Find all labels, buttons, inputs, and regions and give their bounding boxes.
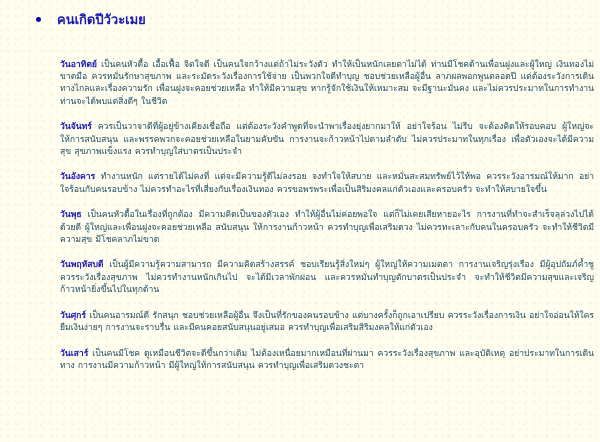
paragraph-text: เป็นคนอารมณ์ดี รักสนุก ชอบช่วยเหลือผู้อื่น จึงเป็นที่รักของคนรอบข้าง แต่บางครั้งก็ถูกเอาเปรียบ ควรระวังเรื่องการเงิน อย่าใจอ่อนให้ใครยืมเงินง่ายๆ การงานจะราบรื่น และมีคนคอยสนับสนุนอยู่เสมอ ควรทำบุญเพื่อเสริมสิริมงคลให้แก่ตัวเอง — [60, 310, 594, 334]
paragraph-text: เป็นคนหัวดื้อ เอื้อเฟื้อ จิตใจดี เป็นคนใจกว้างแต่ถ้าไม่ระวังตัว ทำให้เป็นหนักเลยตาไม่ได้ ท่านมีโชคด้านเพื่อนฝูงและผู้ใหญ่ เงินทองไม่ขาดมือ ควรหมั่นรักษาสุขภาพ และระมัดระวังเรื่องการใช้จ่าย เป็นพวกใจดีทำบุญ ชอบช่วยเหลือผู้อื่น ลาภผลพอกพูนตลอดปี แต่ต้องระวังการเดินทางไกลและเรื่องความรัก เพื่อนฝูงจะคอยช่วยเหลือ ทำให้มีความสุข หากรู้จักใช้เงินให้เหมาะสม จะมีฐานะมั่นคง และไม่ควรประมาทในการทำงาน ท่านจะได้พบแต่สิ่งดีๆ ในชีวิต — [60, 59, 594, 107]
day-label: วันอังคาร — [60, 172, 96, 183]
paragraph-friday — [60, 310, 594, 335]
paragraph-text: เป็นคนหัวดื้อในเรื่องที่ถูกต้อง มีความคิดเป็นของตัวเอง ทำให้ผู้อื่นไม่ค่อยพอใจ แต่ก็ไม่เคยเสียหายอะไร การงานที่ทำจะสำเร็จลุล่วงไปได้ด้วยดี ผู้ใหญ่และเพื่อนฝูงจะคอยช่วยเหลือ สนับสนุน ให้การงานก้าวหน้า ควรทำบุญเพื่อเสริมดวง ไม่ควรทะเลาะกับคนในครอบครัว จะทำให้ชีวิตมีความสุข มีโชคลาภไม่ขาด — [60, 210, 594, 246]
paragraph-text: ควรเป็นวาจาดีที่ผู้อยู่ข้างเคียงเชื่อถือ แต่ต้องระวังคำพูดที่จะนำพาเรื่องยุ่งยากมาให้ อย่าใจร้อน ไม่รีบ จะต้องคิดให้รอบคอบ ผู้ใหญ่จะให้การสนับสนุน และพรรคพวกจะคอยช่วยเหลือในยามคับขัน การงานจะก้าวหน้าไปตามลำดับ ไม่ควรประมาทในทุกเรื่อง เพื่อตัวเองจะได้มีความสุข สุขภาพแข็งแรง ควรทำบุญใส่บาตรเป็นประจำ — [60, 122, 594, 158]
paragraph-text: ทำงานหนัก แต่รายได้ไม่คงที่ แต่จะมีความรู้ดีไม่ลงรอย จงทำใจให้สบาย และหมั่นสะสมทรัพย์ไว้ให้พอ ควรระวังอารมณ์ให้มาก อย่าใจร้อนกับคนรอบข้าง ไม่ควรทำอะไรที่เสี่ยงกับเรื่องเงินทอง ควรขอพรพระเพื่อเป็นสิริมงคลแก่ตัวเองและครอบครัว จะทำให้สบายใจขึ้น — [60, 172, 594, 195]
day-label: วันอาทิตย์ — [60, 59, 97, 70]
paragraph-saturday — [60, 348, 594, 373]
day-label: วันเสาร์ — [60, 348, 89, 359]
page-heading — [36, 4, 146, 34]
paragraph-wednesday — [60, 209, 594, 246]
paragraph-text: เป็นคนมีโชค ดูเหมือนชีวิตจะดีขึ้นกว่าเดิม ไม่ต้องเหนื่อยมากเหมือนที่ผ่านมา ควรระวังเรื่องสุขภาพ และอุบัติเหตุ อย่าประมาทในการเดินทาง การงานมีความก้าวหน้า มีผู้ใหญ่ให้การสนับสนุน ควรทำบุญเพื่อเสริมดวงชะตา — [60, 348, 594, 371]
heading-title: คนเกิดปีวัวะเมย — [57, 12, 146, 28]
day-label: วันจันทร์ — [60, 122, 92, 133]
paragraph-monday — [60, 121, 594, 158]
paragraph-sunday — [60, 59, 594, 109]
day-label: วันพุธ — [60, 210, 82, 221]
paragraph-text: เป็นผู้มีความรู้ความสามารถ มีความคิดสร้างสรรค์ ชอบเรียนรู้สิ่งใหม่ๆ ผู้ใหญ่ให้ความเมตตา การงานเจริญรุ่งเรือง มีผู้อุปถัมภ์ค้ำชู ควรระวังเรื่องสุขภาพ ไม่ควรทำงานหนักเกินไป จะได้มีเวลาพักผ่อน และควรหมั่นทำบุญตักบาตรเป็นประจำ จะทำให้ชีวิตมีความสุขและเจริญก้าวหน้ายิ่งขึ้นไปในทุกด้าน — [60, 260, 594, 296]
day-label: วันศุกร์ — [60, 310, 86, 321]
paragraph-thursday — [60, 259, 594, 296]
content-area — [60, 50, 594, 385]
day-label: วันพฤหัสบดี — [60, 260, 104, 271]
paragraph-tuesday — [60, 171, 594, 196]
bullet-icon — [36, 17, 41, 22]
